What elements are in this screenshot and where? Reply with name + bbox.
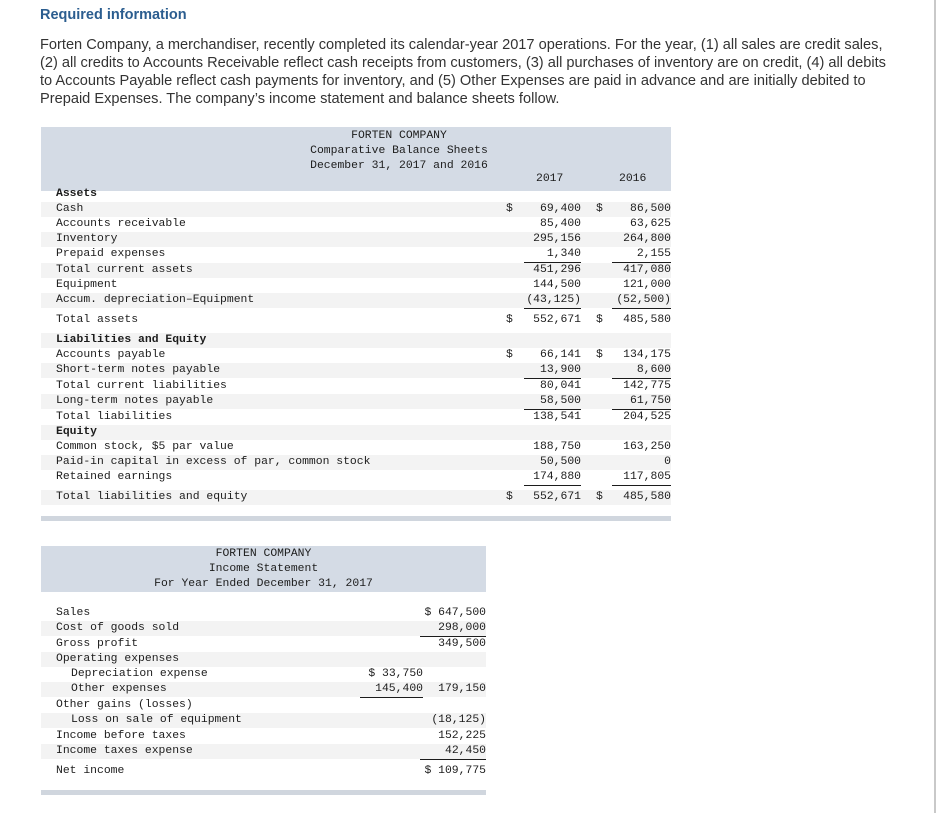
- balance-sheet-row-label: Total liabilities: [56, 411, 173, 423]
- balance-sheet-row-label: Retained earnings: [56, 471, 173, 483]
- balance-sheet-value-2016: 485,580: [623, 314, 671, 326]
- balance-sheet-value-2017: 58,500: [524, 394, 581, 410]
- income-statement-statement-name: Income Statement: [208, 563, 319, 575]
- balance-sheet-value-2017: 138,541: [533, 411, 581, 423]
- income-statement-total-amount: $ 647,500: [424, 607, 486, 619]
- page-heading: Required information: [40, 7, 187, 23]
- balance-sheet-row-label: Paid-in capital in excess of par, common stock: [56, 456, 371, 468]
- income-statement-total-amount: 179,150: [438, 683, 486, 695]
- income-statement-total-amount: 298,000: [420, 621, 486, 637]
- balance-sheet-value-2016: 163,250: [623, 441, 671, 453]
- income-statement-row-label: Sales: [56, 607, 91, 619]
- income-statement-title: [41, 547, 486, 592]
- balance-sheet-value-2016: 117,805: [612, 470, 671, 486]
- balance-sheet-value-2017: 451,296: [533, 264, 581, 276]
- balance-sheet-row-label: Equity: [56, 426, 98, 438]
- income-statement-company-name: FORTEN COMPANY: [215, 548, 312, 560]
- balance-sheet-value-2016: 485,580: [623, 491, 671, 503]
- balance-sheet-row-label: Equipment: [56, 279, 118, 291]
- balance-sheet-value-2016: 417,080: [623, 264, 671, 276]
- income-statement-row-label: Income before taxes: [56, 730, 186, 742]
- balance-sheet-title: [41, 129, 671, 174]
- balance-sheet-row-label: Assets: [56, 188, 98, 200]
- income-statement-total-amount: $ 109,775: [424, 765, 486, 777]
- balance-sheet-value-2017: 188,750: [533, 441, 581, 453]
- balance-sheet-value-2016: 86,500: [629, 203, 671, 215]
- balance-sheet-value-2016: (52,500): [612, 293, 671, 309]
- income-statement-total-amount: 152,225: [438, 730, 486, 742]
- balance-sheet-row-label: Common stock, $5 par value: [56, 441, 234, 453]
- balance-sheet-value-2017: 66,141: [539, 349, 581, 361]
- income-statement-row-label: Loss on sale of equipment: [71, 714, 242, 726]
- balance-sheet-value-2017: 174,880: [524, 470, 581, 486]
- balance-sheet-value-2017: 144,500: [533, 279, 581, 291]
- balance-sheet-row-label: Total current assets: [56, 264, 193, 276]
- balance-sheet-value-2017: 552,671: [533, 314, 581, 326]
- currency-sign-2016: $: [596, 203, 603, 215]
- intro-paragraph: Forten Company, a merchandiser, recently completed its calendar-year 2017 operations. For the year, (1) all sales are credit sales, (2) all credits to Accounts Receivable reflect cash receipts from customers, (3) all purchases of inventory are on credit, (4) all debits to Accounts Payable reflect cash payments for inventory, and (5) Other Expenses are paid in advance and are initially debited to Prepaid Expenses. The company’s income statement and balance sheets follow.: [40, 37, 886, 107]
- balance-sheet-value-2016: 134,175: [623, 349, 671, 361]
- income-statement-bottom-rule: [41, 790, 486, 795]
- income-statement-total-amount: 42,450: [420, 744, 486, 760]
- balance-sheet-statement-name: Comparative Balance Sheets: [310, 145, 488, 157]
- balance-sheet-value-2017: 13,900: [524, 363, 581, 379]
- balance-sheet-value-2016: 0: [664, 456, 671, 468]
- balance-sheet-value-2017: 295,156: [533, 233, 581, 245]
- balance-sheet-row-stripe: [41, 425, 671, 440]
- income-statement-total-amount: (18,125): [431, 714, 486, 726]
- currency-sign-2016: $: [596, 491, 603, 503]
- income-statement-detail-amount: $ 33,750: [368, 668, 423, 680]
- balance-sheet-value-2017: 85,400: [539, 218, 581, 230]
- income-statement-detail-amount: 145,400: [360, 682, 423, 698]
- currency-sign-2017: $: [506, 491, 513, 503]
- column-header-2016: 2016: [619, 173, 647, 185]
- balance-sheet-value-2017: 80,041: [539, 380, 581, 392]
- income-statement-row-label: Gross profit: [56, 638, 139, 650]
- balance-sheet-value-2017: 69,400: [539, 203, 581, 215]
- balance-sheet-value-2017: 50,500: [539, 456, 581, 468]
- currency-sign-2016: $: [596, 314, 603, 326]
- balance-sheet-value-2016: 264,800: [623, 233, 671, 245]
- balance-sheet-value-2016: 63,625: [629, 218, 671, 230]
- income-statement-period: For Year Ended December 31, 2017: [154, 578, 373, 590]
- balance-sheet-row-label: Total current liabilities: [56, 380, 227, 392]
- balance-sheet-row-label: Cash: [56, 203, 84, 215]
- balance-sheet-row-label: Inventory: [56, 233, 118, 245]
- income-statement-total-amount: 349,500: [438, 638, 486, 650]
- balance-sheet-value-2016: 8,600: [612, 363, 671, 379]
- balance-sheet-value-2016: 61,750: [612, 394, 671, 410]
- balance-sheet-row-label: Accounts receivable: [56, 218, 186, 230]
- balance-sheet-value-2017: 1,340: [524, 247, 581, 263]
- balance-sheet-value-2016: 2,155: [612, 247, 671, 263]
- page-divider-line: [934, 0, 936, 813]
- income-statement-row-label: Other expenses: [71, 683, 167, 695]
- balance-sheet-company-name: FORTEN COMPANY: [351, 130, 447, 142]
- balance-sheet-row-label: Short-term notes payable: [56, 364, 221, 376]
- balance-sheet-bottom-rule: [41, 516, 671, 521]
- balance-sheet-row-label: Long-term notes payable: [56, 395, 214, 407]
- balance-sheet-value-2016: 121,000: [623, 279, 671, 291]
- balance-sheet-row-label: Liabilities and Equity: [56, 334, 207, 346]
- income-statement-row-label: Other gains (losses): [56, 699, 193, 711]
- balance-sheet-row-label: Accum. depreciation–Equipment: [56, 294, 255, 306]
- balance-sheet-value-2016: 142,775: [623, 380, 671, 392]
- income-statement-row-label: Operating expenses: [56, 653, 180, 665]
- income-statement-row-label: Net income: [56, 765, 125, 777]
- balance-sheet-row-label: Accounts payable: [56, 349, 166, 361]
- income-statement-row-label: Cost of goods sold: [56, 622, 180, 634]
- balance-sheet-row-label: Total assets: [56, 314, 139, 326]
- currency-sign-2017: $: [506, 203, 513, 215]
- currency-sign-2017: $: [506, 314, 513, 326]
- currency-sign-2016: $: [596, 349, 603, 361]
- currency-sign-2017: $: [506, 349, 513, 361]
- balance-sheet-value-2016: 204,525: [623, 411, 671, 423]
- column-header-2017: 2017: [536, 173, 564, 185]
- balance-sheet-row-label: Prepaid expenses: [56, 248, 166, 260]
- income-statement-row-label: Depreciation expense: [71, 668, 208, 680]
- balance-sheet-period: December 31, 2017 and 2016: [310, 160, 488, 172]
- income-statement-row-label: Income taxes expense: [56, 745, 193, 757]
- balance-sheet-row-label: Total liabilities and equity: [56, 491, 248, 503]
- balance-sheet-value-2017: (43,125): [524, 293, 581, 309]
- balance-sheet-value-2017: 552,671: [533, 491, 581, 503]
